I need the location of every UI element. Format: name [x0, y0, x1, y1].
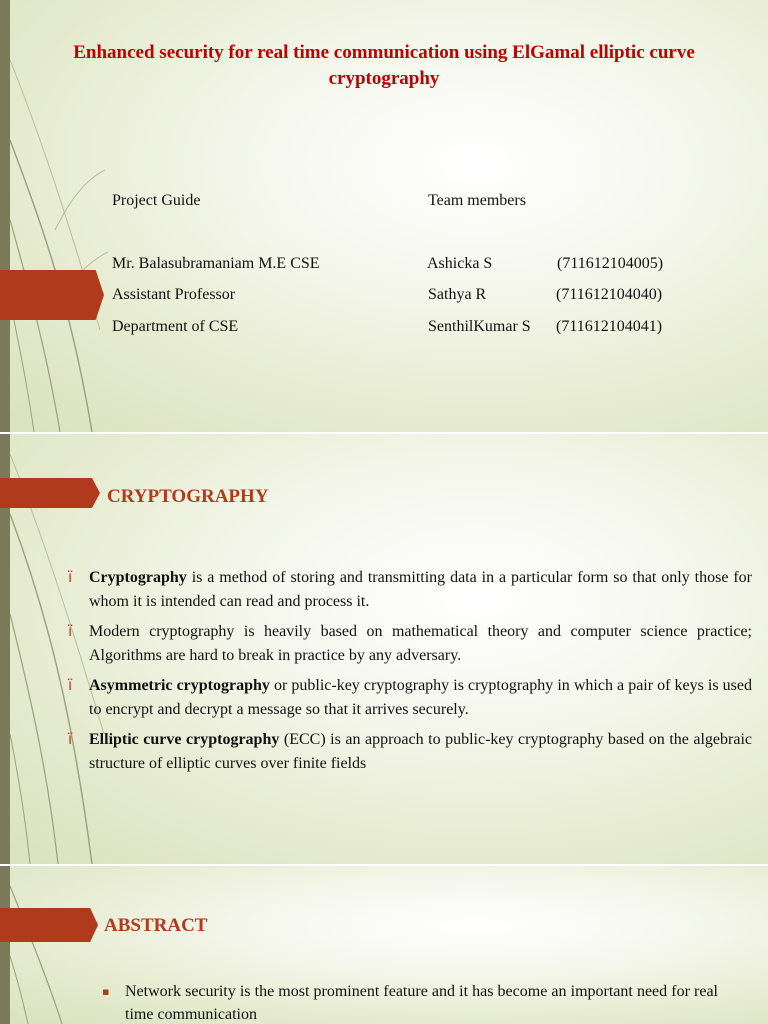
bullet-term: Cryptography — [89, 569, 187, 586]
slide-abstract — [0, 866, 768, 1024]
slide-title — [0, 0, 768, 432]
bullet-list — [68, 566, 752, 782]
accent-ribbon — [0, 478, 100, 508]
bullet-text: (ECC) is an approach to public-key cryptography based on the algebraic structure of elliptic curves over finite fields — [89, 731, 753, 772]
guide-name: Mr. Balasubramaniam M.E CSE — [112, 255, 320, 272]
list-item — [100, 980, 718, 1024]
list-item — [68, 620, 752, 667]
list-item — [68, 674, 752, 721]
team-member-id: (711612104041) — [556, 318, 663, 335]
bullet-marker: ï — [68, 568, 73, 586]
team-member-id: (711612104005) — [557, 255, 664, 272]
left-accent-bar — [0, 0, 10, 432]
bullet-text: or public-key cryptography is cryptography in which a pair of keys is used to encrypt and decrypt a message so that it arrives securely. — [89, 677, 753, 718]
bullet-term: Asymmetric cryptography — [89, 677, 270, 694]
accent-ribbon — [0, 908, 98, 942]
bullet-list — [100, 980, 718, 1024]
bullet-marker: ▪ — [102, 985, 110, 998]
bullet-marker: ï — [68, 730, 73, 748]
left-accent-bar — [0, 866, 10, 1024]
team-member-name: Ashicka S — [427, 255, 493, 272]
accent-ribbon — [0, 270, 104, 320]
team-member-name: SenthilKumar S — [428, 318, 531, 335]
section-heading: ABSTRACT — [104, 915, 208, 936]
bullet-text: Network security is the most prominent feature and it has become an important need for real time communication — [125, 983, 718, 1023]
bullet-marker: ï — [68, 622, 73, 640]
section-heading: CRYPTOGRAPHY — [107, 486, 269, 507]
bullet-text: is a method of storing and transmitting data in a particular form so that only those for whom it is intended can read and process it. — [89, 569, 752, 610]
team-member-id: (711612104040) — [556, 286, 663, 303]
bullet-marker: ï — [68, 676, 73, 694]
slide-cryptography — [0, 434, 768, 864]
bullet-term: Elliptic curve cryptography — [89, 731, 280, 748]
guide-designation: Assistant Professor — [112, 286, 236, 303]
team-member-name: Sathya R — [428, 286, 487, 303]
list-item — [68, 566, 752, 613]
project-guide-heading: Project Guide — [112, 192, 201, 209]
guide-department: Department of CSE — [112, 318, 239, 335]
presentation-title: Enhanced security for real time communication using ElGamal elliptic curve cryptography — [73, 42, 695, 89]
bullet-text: Modern cryptography is heavily based on mathematical theory and computer science practice; Algorithms are hard to break in practice by any adversary. — [89, 623, 752, 664]
team-members-heading: Team members — [428, 192, 526, 209]
list-item — [68, 728, 752, 775]
